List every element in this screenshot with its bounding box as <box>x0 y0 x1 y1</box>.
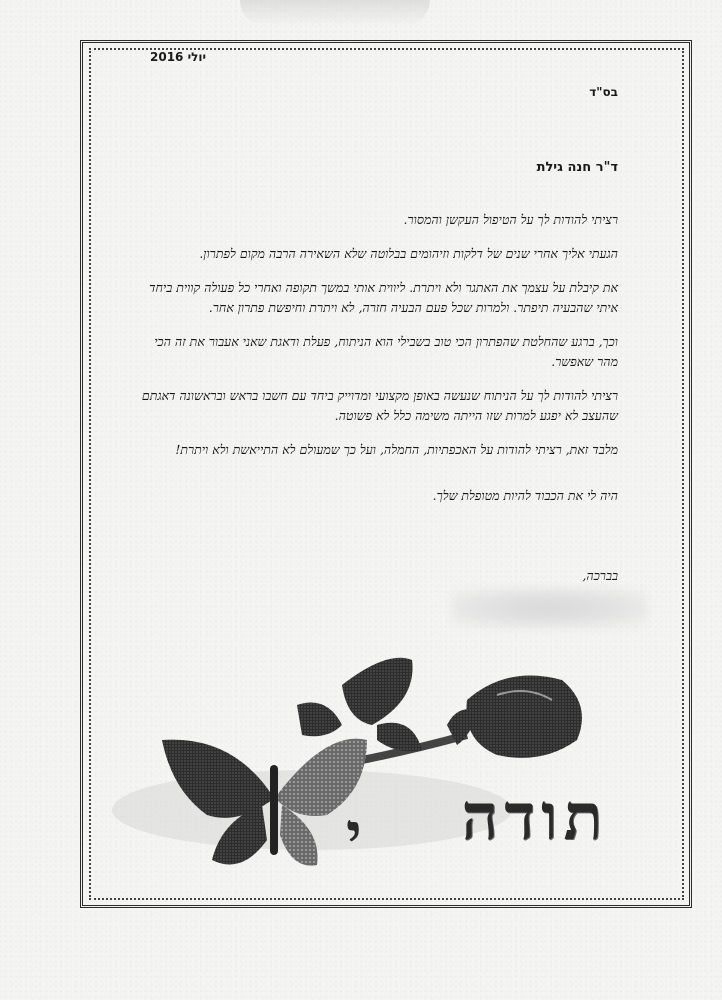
paragraph: מלבד זאת, רציתי להודות על האכפתיות, החמלה, ועל כך שמעולם לא התייאשת ולא ויתרת! <box>175 442 618 457</box>
artwork-caption-yod: י <box>346 800 362 870</box>
paragraph: הגעתי אליך אחרי שנים של דלקות וזיהומים בבלוטה שלא השאירה הרבה מקום לפתרון. <box>199 246 618 261</box>
letter-date: יולי 2016 <box>150 50 207 64</box>
scan-smudge <box>240 0 430 26</box>
artwork-caption: תודה <box>461 780 609 855</box>
paragraph: וכך, ברגע שהחלטת שהפתרון הכי טוב בשבילי הוא הניתוח, פעלת ודאגת שאני אעבור את זה הכי מהר שאפשר. <box>154 334 618 369</box>
letter-header-mark: בס"ד <box>589 85 618 99</box>
paragraph: את קיבלת על עצמך את האתגר ולא ויתרת. ליווית אותי במשך תקופה ואחרי כל פעולה קווית ביחד איתי שהבעיה תיפתר. ולמרות שכל פעם הבעיה חזרה, לא ויתרת וחיפשת פתרון אחר. <box>149 280 618 315</box>
redacted-signature <box>452 588 647 628</box>
letter-recipient: ד"ר חנה גילת <box>536 160 618 175</box>
rose-butterfly-artwork <box>112 640 682 895</box>
letter-closing: בברכה, <box>582 568 618 583</box>
paragraph: רציתי להודות לך על הטיפול העקשן והמסור. <box>403 212 618 227</box>
paragraph: רציתי להודות לך על הניתוח שנעשה באופן מקצועי ומדוייק ביחד עם חשבו בראש ובראשונה דאגתם שהעצב לא יפגע למרות שזו הייתה משימה כלל לא פשוטה. <box>141 388 618 423</box>
letter-body <box>138 210 618 520</box>
paragraph: היה לי את הכבוד להיות מטופלת שלך. <box>432 488 618 503</box>
